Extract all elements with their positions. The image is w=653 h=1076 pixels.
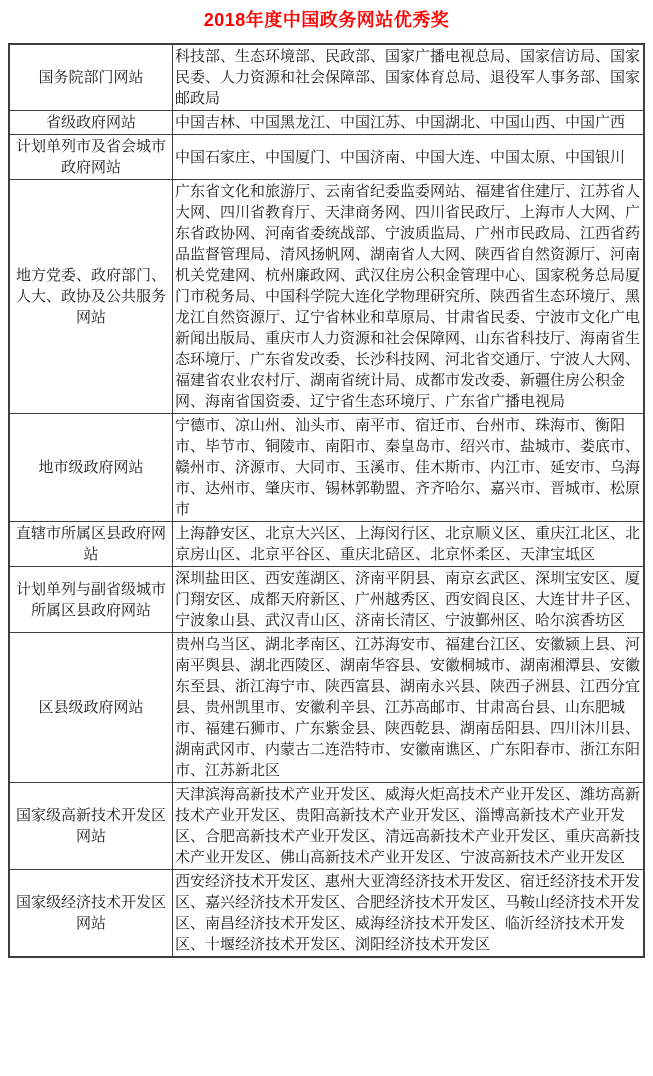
table-row-jihuadanlieshi xyxy=(9,135,644,180)
winners-cell: 科技部、生态环境部、民政部、国家广播电视总局、国家信访局、国家民委、人力资源和社会保障部、国家体育总局、退役军人事务部、国家邮政局 xyxy=(173,44,645,111)
table-row-dishiji xyxy=(9,414,644,522)
winners-cell: 天津滨海高新技术产业开发区、威海火炬高技术产业开发区、潍坊高新技术产业开发区、贵阳高新技术产业开发区、淄博高新技术产业开发区、合肥高新技术产业开发区、清远高新技术产业开发区、重庆高新技术产业开发区、佛山高新技术产业开发区、宁波高新技术产业开发区 xyxy=(173,783,645,870)
table-row-difangdangwei xyxy=(9,180,644,414)
category-cell: 计划单列市及省会城市政府网站 xyxy=(9,135,173,180)
category-cell: 地方党委、政府部门、人大、政协及公共服务网站 xyxy=(9,180,173,414)
category-cell: 计划单列与副省级城市所属区县政府网站 xyxy=(9,567,173,633)
winners-cell: 宁德市、凉山州、汕头市、南平市、宿迁市、台州市、珠海市、衡阳市、毕节市、铜陵市、南阳市、秦皇岛市、绍兴市、盐城市、娄底市、赣州市、济源市、大同市、玉溪市、佳木斯市、内江市、延安市、乌海市、达州市、肇庆市、锡林郭勒盟、齐齐哈尔、嘉兴市、晋城市、松原市 xyxy=(173,414,645,522)
table-row-quxianji xyxy=(9,633,644,783)
winners-cell: 深圳盐田区、西安莲湖区、济南平阴县、南京玄武区、深圳宝安区、厦门翔安区、成都天府新区、广州越秀区、西安阎良区、大连甘井子区、宁波象山县、武汉青山区、济南长清区、宁波鄞州区、哈尔滨香坊区 xyxy=(173,567,645,633)
page-title: 2018年度中国政务网站优秀奖 xyxy=(203,10,450,30)
table-row-guowuyuan xyxy=(9,44,644,111)
category-cell: 区县级政府网站 xyxy=(9,633,173,783)
table-row-zhixiashi xyxy=(9,522,644,567)
table-row-gaoxinqu xyxy=(9,783,644,870)
winners-cell: 中国吉林、中国黑龙江、中国江苏、中国湖北、中国山西、中国广西 xyxy=(173,111,645,135)
winners-cell: 广东省文化和旅游厅、云南省纪委监委网站、福建省住建厅、江苏省人大网、四川省教育厅、天津商务网、四川省民政厅、上海市人大网、广东省政协网、河南省委统战部、宁波质监局、广州市民政局、江西省药品监督管理局、清风扬帆网、湖南省人大网、陕西省自然资源厅、河南机关党建网、杭州廉政网、武汉住房公积金管理中心、国家税务总局厦门市税务局、中国科学院大连化学物理研究所、陕西省生态环境厅、黑龙江自然资源厅、辽宁省林业和草原局、甘肃省民委、宁波市文化广电新闻出版局、重庆市人力资源和社会保障网、山东省科技厅、海南省生态环境厅、广东省发改委、长沙科技网、河北省交通厅、宁波人大网、福建省农业农村厅、湖南省统计局、成都市发改委、新疆住房公积金网、海南省国资委、辽宁省生态环境厅、广东省广播电视局 xyxy=(173,180,645,414)
winners-cell: 贵州乌当区、湖北孝南区、江苏海安市、福建台江区、安徽颍上县、河南平舆县、湖北西陵区、湖南华容县、安徽桐城市、湖南湘潭县、安徽东至县、浙江海宁市、陕西富县、湖南永兴县、陕西子洲县、江西分宜县、贵州凯里市、安徽利辛县、江苏高邮市、甘肃高台县、山东肥城市、福建石狮市、广东紫金县、陕西乾县、湖南岳阳县、四川沐川县、湖南武冈市、内蒙古二连浩特市、安徽南谯区、广东阳春市、浙江东阳市、江苏新北区 xyxy=(173,633,645,783)
table-row-fushengji-quxian xyxy=(9,567,644,633)
winners-cell: 中国石家庄、中国厦门、中国济南、中国大连、中国太原、中国银川 xyxy=(173,135,645,180)
winners-cell: 西安经济技术开发区、惠州大亚湾经济技术开发区、宿迁经济技术开发区、嘉兴经济技术开发区、合肥经济技术开发区、马鞍山经济技术开发区、南昌经济技术开发区、威海经济技术开发区、临沂经济技术开发区、十堰经济技术开发区、浏阳经济技术开发区 xyxy=(173,870,645,958)
award-table xyxy=(8,43,645,958)
table-row-jingjikaifaqu xyxy=(9,870,644,958)
category-cell: 国家级高新技术开发区网站 xyxy=(9,783,173,870)
winners-cell: 上海静安区、北京大兴区、上海闵行区、北京顺义区、重庆江北区、北京房山区、北京平谷区、重庆北碚区、北京怀柔区、天津宝坻区 xyxy=(173,522,645,567)
category-cell: 国家级经济技术开发区网站 xyxy=(9,870,173,958)
category-cell: 地市级政府网站 xyxy=(9,414,173,522)
table-row-shengji xyxy=(9,111,644,135)
category-cell: 直辖市所属区县政府网站 xyxy=(9,522,173,567)
category-cell: 省级政府网站 xyxy=(9,111,173,135)
category-cell: 国务院部门网站 xyxy=(9,44,173,111)
